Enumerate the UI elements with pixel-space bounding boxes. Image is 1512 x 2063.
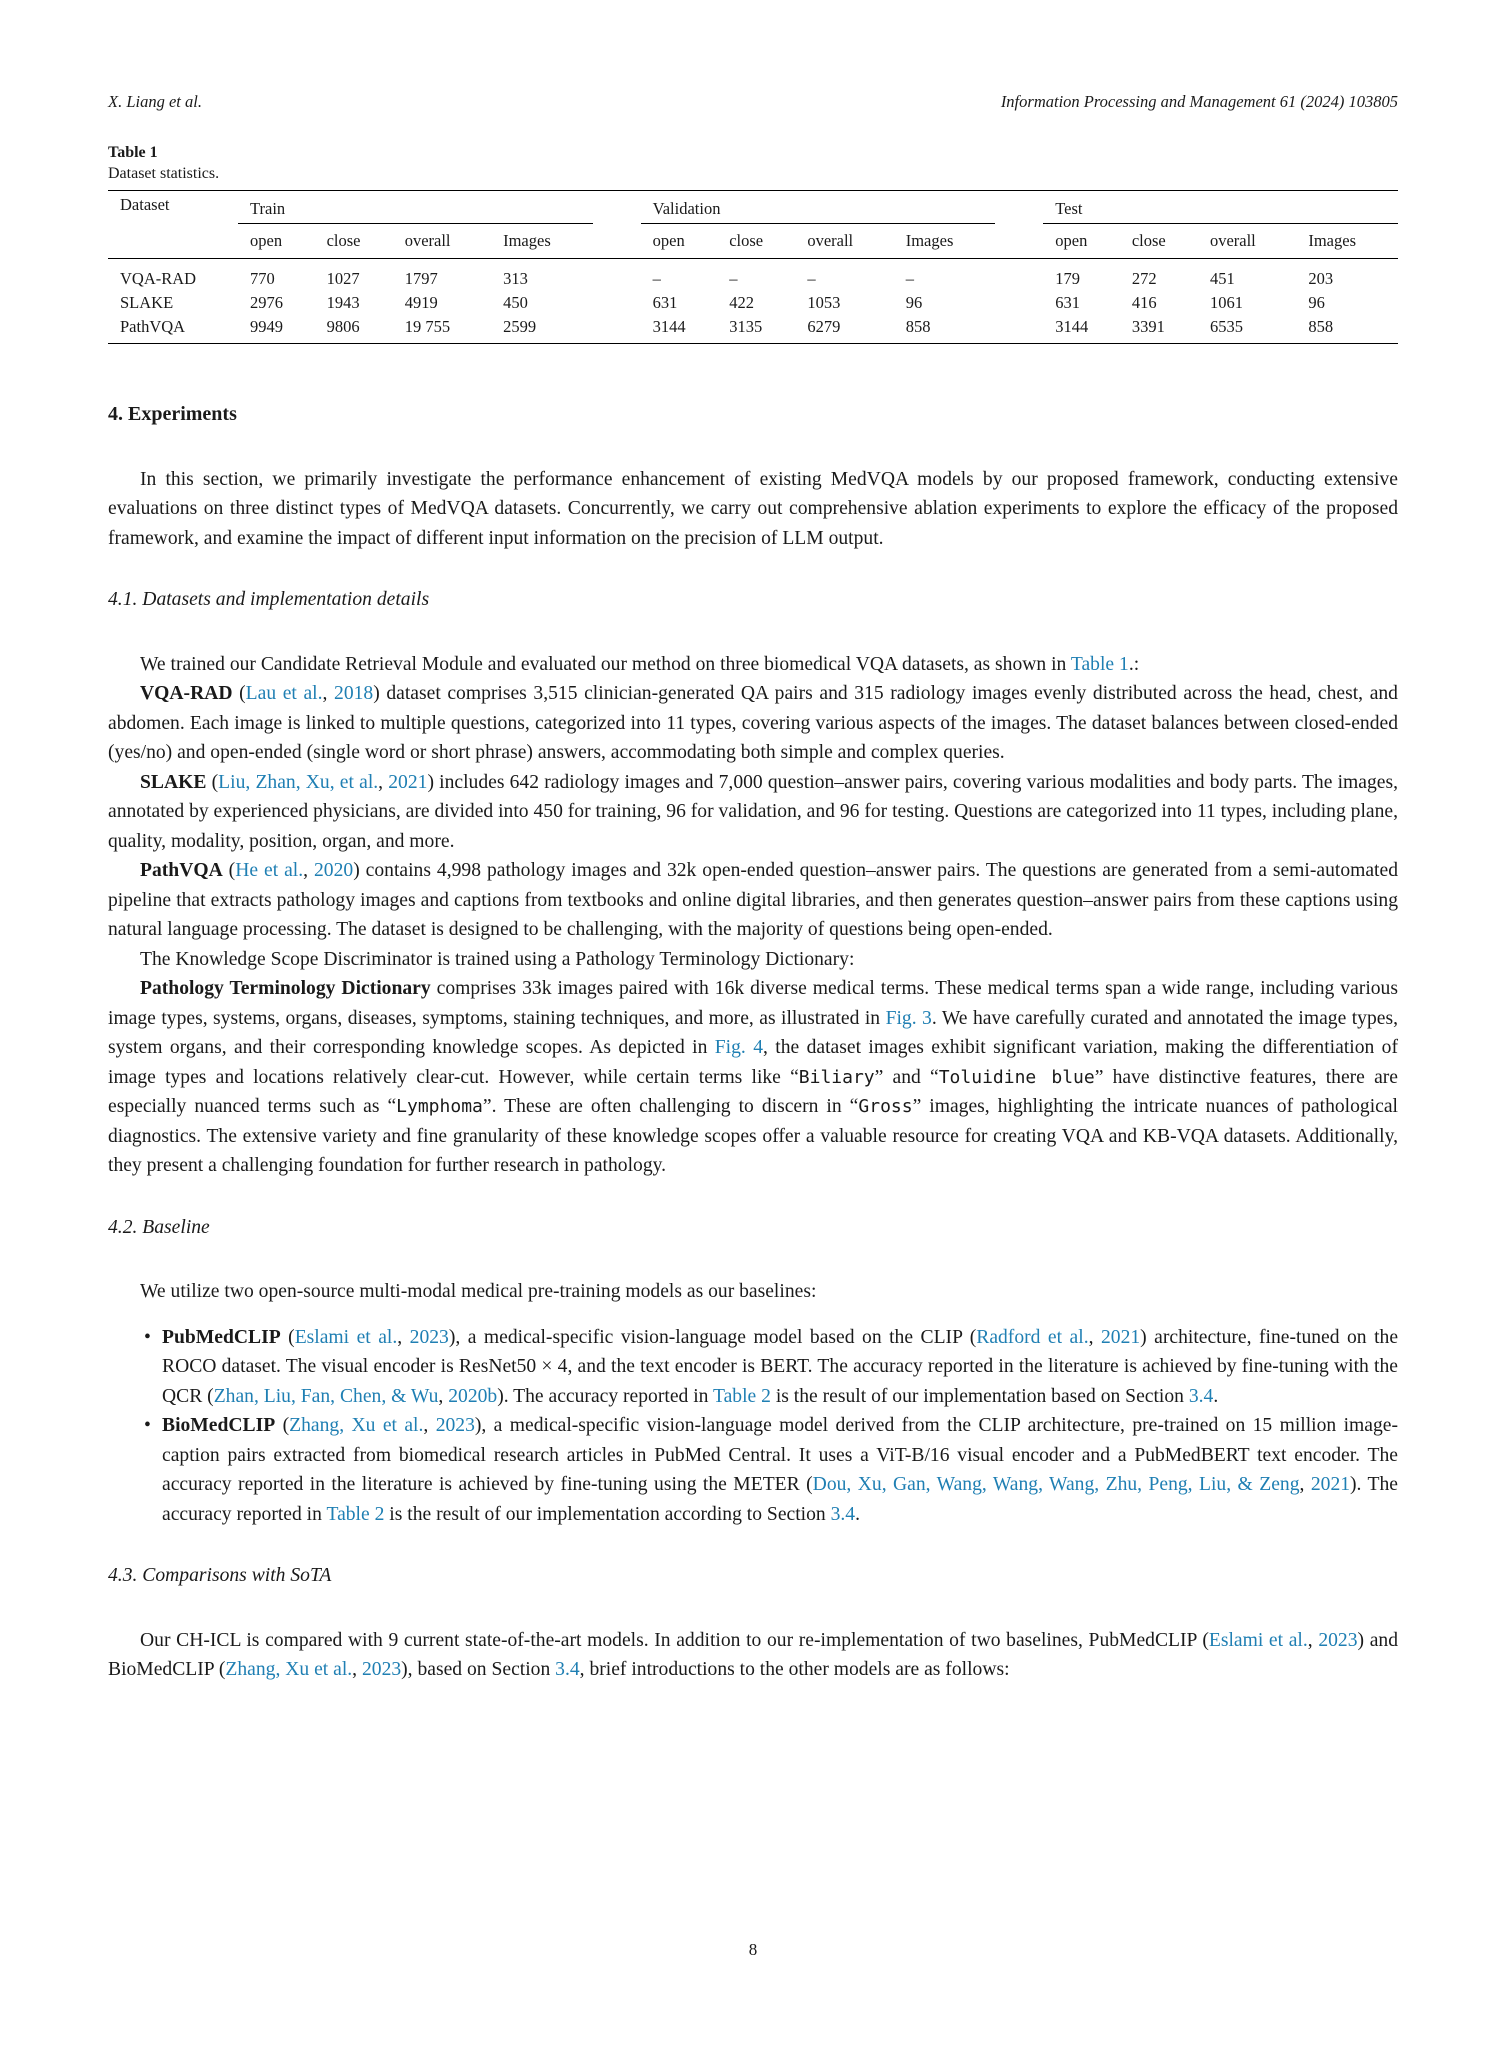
- section-link[interactable]: 3.4: [830, 1503, 856, 1525]
- table-cell: 3391: [1120, 315, 1198, 344]
- citation-year-link[interactable]: 2021: [1310, 1474, 1351, 1495]
- subcol-images: Images: [894, 224, 996, 259]
- table-cell: 19 755: [393, 315, 491, 344]
- body-content: [108, 400, 1398, 1685]
- table-row: [108, 259, 1398, 292]
- citation-year-link[interactable]: 2021: [1100, 1326, 1141, 1348]
- row-name: PathVQA: [108, 315, 238, 344]
- table-cell: 858: [1296, 315, 1398, 344]
- table-cell: –: [729, 269, 738, 288]
- table-cell: 451: [1209, 269, 1235, 288]
- table-cell: 1027: [326, 269, 360, 288]
- table-cell: 96: [905, 293, 923, 312]
- citation-year-link[interactable]: 2020: [314, 860, 354, 881]
- table-cell: 9949: [238, 315, 315, 344]
- table-label: Table 1: [108, 144, 158, 161]
- citation-year-link[interactable]: 2021: [388, 771, 428, 793]
- table-row: [108, 315, 1398, 344]
- table-cell: 4919: [404, 293, 438, 312]
- table-cell: 6279: [795, 315, 893, 344]
- subcol-overall: overall: [1198, 224, 1296, 259]
- subcol-open: open: [238, 224, 315, 259]
- dataset-statistics-table: [108, 190, 1398, 344]
- subcol-overall: overall: [393, 224, 491, 259]
- citation-year-link[interactable]: 2023: [409, 1326, 449, 1348]
- table-caption-text: Dataset statistics.: [108, 165, 220, 182]
- table-row: [108, 291, 1398, 315]
- vqarad-paragraph: VQA-RAD (Lau et al., 2018) dataset comprises 3,515 clinician-generated QA pairs and 315 radiology images evenly distributed across the head, chest, and abdomen. Each image is linked to multiple questions, categorized into 11 types, covering various aspects of the images. The dataset balances between closed-ended (yes/no) and open-ended (single word or short phrase) answers, accommodating both simple and complex queries.: [108, 683, 1398, 763]
- group-validation: Validation: [641, 191, 996, 224]
- table-cell: 1053: [807, 293, 841, 312]
- table-cell: 631: [652, 293, 678, 312]
- subsection-heading-sota: 4.3. Comparisons with SoTA: [108, 1565, 332, 1586]
- citation-link[interactable]: Radford et al.: [976, 1326, 1089, 1348]
- table-cell: 3144: [641, 315, 718, 344]
- ptd-paragraph: Pathology Terminology Dictionary comprises 33k images paired with 16k diverse medical terms. These medical terms span a wide range, including various image types, systems, organs, diseases, symptoms, staining techniques, and more, as illustrated in Fig. 3. We have carefully curated and annotated the image types, system organs, and their corresponding knowledge scopes. As depicted in Fig. 4, the dataset images exhibit significant variation, making the differentiation of image types and locations relatively clear-cut. However, while certain terms like “Biliary” and “Toluidine blue” have distinctive features, there are especially nuanced terms such as “Lymphoma”. These are often challenging to discern in “Gross” images, highlighting the intricate nuances of pathological diagnostics. The extensive variety and fine granularity of these knowledge scopes offer a valuable resource for creating VQA and KB-VQA datasets. Additionally, they present a challenging foundation for further research in pathology.: [108, 978, 1399, 1176]
- ksd-paragraph: The Knowledge Scope Discriminator is trained using a Pathology Terminology Dictionary:: [140, 948, 855, 970]
- fig4-link[interactable]: Fig. 4: [714, 1037, 763, 1058]
- table-cell: 96: [1308, 293, 1325, 312]
- col-dataset: Dataset: [108, 191, 238, 259]
- subcol-close: close: [717, 224, 795, 259]
- citation-link[interactable]: Dou, Xu, Gan, Wang, Wang, Wang, Zhu, Peng, Liu, & Zeng: [812, 1474, 1300, 1495]
- table-cell: 272: [1131, 269, 1157, 288]
- table-cell: 450: [503, 293, 528, 312]
- table-cell: 770: [250, 269, 275, 288]
- table-cell: 416: [1131, 293, 1157, 312]
- header-journal: Information Processing and Management 61 (2024) 103805: [1000, 92, 1398, 111]
- datasets-intro: We trained our Candidate Retrieval Module and evaluated our method on three biomedical VQA datasets, as shown in Table 1.:: [140, 653, 1140, 675]
- table-cell: 422: [729, 293, 754, 312]
- table-cell: 1943: [326, 293, 360, 312]
- table-cell: 1797: [404, 269, 438, 288]
- subcol-images: Images: [491, 224, 593, 259]
- group-test: Test: [1043, 191, 1398, 224]
- citation-year-link[interactable]: 2023: [1318, 1629, 1358, 1651]
- citation-link[interactable]: Eslami et al.: [294, 1326, 398, 1348]
- table-cell: –: [652, 269, 661, 288]
- citation-link[interactable]: Zhang, Xu et al.: [225, 1659, 353, 1680]
- header-authors: X. Liang et al.: [108, 92, 202, 111]
- subcol-close: close: [1120, 224, 1198, 259]
- table-cell: –: [807, 269, 816, 288]
- subcol-close: close: [315, 224, 393, 259]
- subcol-images: Images: [1296, 224, 1398, 259]
- table-cell: –: [905, 269, 914, 288]
- table2-link[interactable]: Table 2: [713, 1385, 771, 1407]
- citation-link[interactable]: He et al.: [235, 860, 304, 881]
- table-cell: 9806: [315, 315, 393, 344]
- citation-link[interactable]: Eslami et al.: [1208, 1629, 1308, 1651]
- subcol-open: open: [1043, 224, 1120, 259]
- sota-paragraph: Our CH-ICL is compared with 9 current state-of-the-art models. In addition to our re-implementation of two baselines, PubMedCLIP (Eslami et al., 2023) and BioMedCLIP (Zhang, Xu et al., 2023), based on Section 3.4, brief introductions to the other models are as follows:: [108, 1629, 1398, 1680]
- baseline-intro: We utilize two open-source multi-modal medical pre-training models as our baselines:: [140, 1281, 817, 1302]
- citation-link[interactable]: Zhan, Liu, Fan, Chen, & Wu: [213, 1385, 439, 1407]
- table-cell: 631: [1055, 293, 1080, 312]
- list-item: • PubMedCLIP (Eslami et al., 2023), a medical-specific vision-language model based on the CLIP (Radford et al., 2021) architecture, fine-tuned on the ROCO dataset. The visual encoder is ResNet50 × 4, and the text encoder is BERT. The accuracy reported in the literature is achieved by fine-tuning with the QCR (Zhan, Liu, Fan, Chen, & Wu, 2020b). The accuracy reported in Table 2 is the result of our implementation based on Section 3.4.: [144, 1326, 1399, 1407]
- section-heading-experiments: 4. Experiments: [108, 403, 237, 425]
- table-cell: 3144: [1043, 315, 1120, 344]
- table2-link[interactable]: Table 2: [326, 1503, 385, 1525]
- table-cell: 313: [503, 269, 528, 288]
- table-cell: 2599: [491, 315, 593, 344]
- slake-paragraph: SLAKE (Liu, Zhan, Xu, et al., 2021) includes 642 radiology images and 7,000 question–answer pairs, covering various modalities and body parts. The images, annotated by experienced physicians, are divided into 450 for training, 96 for validation, and 96 for testing. Questions are categorized into 11 types, including plane, quality, modality, position, organ, and more.: [108, 771, 1398, 852]
- citation-year-link[interactable]: 2018: [334, 683, 374, 704]
- citation-year-link[interactable]: 2023: [435, 1415, 475, 1436]
- citation-link[interactable]: Liu, Zhan, Xu, et al.: [218, 771, 379, 793]
- table1-link[interactable]: Table 1: [1070, 653, 1129, 675]
- citation-link[interactable]: Zhang, Xu et al.: [289, 1415, 424, 1436]
- section-link[interactable]: 3.4: [1188, 1385, 1214, 1407]
- subcol-overall: overall: [795, 224, 893, 259]
- table-cell: 203: [1308, 269, 1334, 288]
- citation-link[interactable]: Lau et al.: [245, 683, 323, 704]
- table-caption: [108, 142, 219, 184]
- experiments-intro: In this section, we primarily investigate the performance enhancement of existing MedVQA models by our proposed framework, conducting extensive evaluations on three distinct types of MedVQA datasets. Concurrently, we carry out comprehensive ablation experiments to explore the efficacy of the proposed framework, and examine the impact of different input information on the precision of LLM output.: [108, 468, 1398, 549]
- pathvqa-paragraph: PathVQA (He et al., 2020) contains 4,998 pathology images and 32k open-ended question–answer pairs. The questions are generated from a semi-automated pipeline that extracts pathology images and captions from textbooks and online digital libraries, and then generates question–answer pairs from these captions using natural language processing. The dataset is designed to be challenging, with the majority of questions being open-ended.: [108, 860, 1398, 940]
- subcol-open: open: [641, 224, 718, 259]
- subsection-heading-datasets: 4.1. Datasets and implementation details: [108, 589, 430, 610]
- citation-year-link[interactable]: 2023: [361, 1659, 402, 1680]
- section-link[interactable]: 3.4: [555, 1659, 580, 1680]
- table-cell: 2976: [250, 293, 283, 312]
- group-train: Train: [238, 191, 593, 224]
- row-name: VQA-RAD: [120, 269, 197, 288]
- table-cell: 858: [894, 315, 996, 344]
- table-cell: 3135: [717, 315, 795, 344]
- table-cell: 1061: [1209, 293, 1243, 312]
- page-number: 8: [748, 1940, 758, 1959]
- list-item: • BioMedCLIP (Zhang, Xu et al., 2023), a medical-specific vision-language model derived from the CLIP architecture, pre-trained on 15 million image-caption pairs extracted from biomedical research articles in PubMed Central. It uses a ViT-B/16 visual encoder and a PubMedBERT text encoder. The accuracy reported in the literature is achieved by fine-tuning using the METER (Dou, Xu, Gan, Wang, Wang, Wang, Zhu, Peng, Liu, & Zeng, 2021). The accuracy reported in Table 2 is the result of our implementation according to Section 3.4.: [144, 1415, 1399, 1525]
- row-name: SLAKE: [120, 293, 174, 312]
- citation-year-link[interactable]: 2020b: [448, 1385, 498, 1407]
- subsection-heading-baseline: 4.2. Baseline: [108, 1216, 210, 1238]
- baseline-list: [108, 1323, 1398, 1530]
- fig3-link[interactable]: Fig. 3: [885, 1007, 932, 1029]
- table-cell: 179: [1055, 269, 1080, 288]
- table-cell: 6535: [1198, 315, 1296, 344]
